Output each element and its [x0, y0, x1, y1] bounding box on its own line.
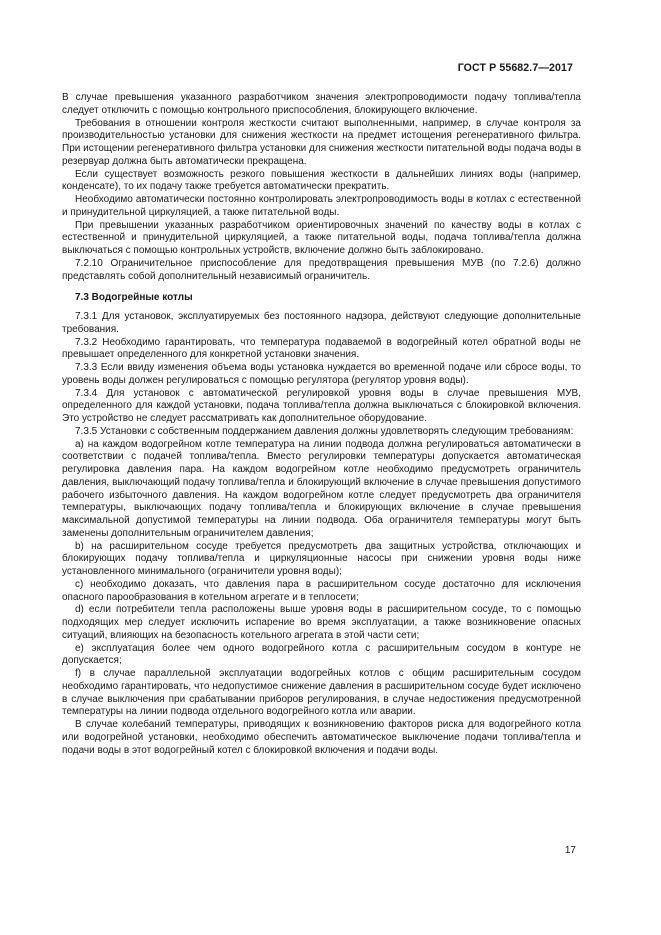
paragraph: 7.2.10 Ограничительное приспособление для предотвращения превышения МУВ (по 7.2.6) должно представлять собой дополнительный независимый ограничитель.: [62, 257, 581, 282]
list-item: f) в случае параллельной эксплуатации водогрейных котлов с общим расширительным сосудом необходимо гарантировать, что недопустимое снижение давления в расширительном сосуде будет исключено в случае выключения при срабатывании приборов регулирования, в случае недостижения предусмотренной температуры на линии подвода отдельного водогрейного котла или аварии.: [62, 668, 581, 718]
document-header: [458, 62, 573, 74]
paragraph: Если существует возможность резкого повышения жесткости в дальнейших линиях воды (например, конденсате), то их подачу также требуется автоматически прекратить.: [62, 168, 581, 193]
list-item: c) необходимо доказать, что давления пара в расширительном сосуде достаточно для исключения опасного парообразования в котельном агрегате и в теплосети;: [62, 578, 581, 603]
document-body: [62, 92, 581, 757]
list-item: d) если потребители тепла расположены выше уровня воды в расширительном сосуде, то с помощью подходящих мер следует исключить испарение во время эксплуатации, а также возникновение опасных ситуаций, влияющих на безопасность котельного агрегата в этой части сети;: [62, 604, 581, 641]
paragraph: 7.3.4 Для установок с автоматической регулировкой уровня воды в случае превышения МУВ, определенного для каждой установки, подача топлива/тепла должна выключаться с блокировкой включения. Это устройство не следует рассматривать как дополнительное оборудование.: [62, 387, 581, 424]
standard-code: ГОСТ Р 55682.7—2017: [457, 62, 573, 74]
list-item: b) на расширительном сосуде требуется предусмотреть два защитных устройства, отключающих и блокирующих подачу топлива/тепла и циркуляционные насосы при снижении уровня воды ниже установленного минимального (ограничители уровня воды);: [62, 540, 581, 577]
section-title: 7.3 Водогрейные котлы: [75, 292, 193, 304]
list-item: e) эксплуатация более чем одного водогрейного котла с расширительным сосудом в контуре не допускается;: [62, 642, 581, 667]
page-number: 17: [564, 845, 576, 856]
paragraph: В случае колебаний температуры, приводящих к возникновению факторов риска для водогрейного котла или водогрейной установки, необходимо обеспечить автоматическое выключение подачи топлива/тепла и подачи воды в этот водогрейный котел с блокировкой включения и подачи воды.: [62, 719, 581, 756]
paragraph: 7.3.2 Необходимо гарантировать, что температура подаваемой в водогрейный котел обратной воды не превышает определенного для конкретной установки значения.: [62, 336, 581, 361]
paragraph: При превышении указанных разработчиком ориентировочных значений по качеству воды в котлах с естественной и принудительной циркуляцией, а также питательной воды, подача топлива/тепла должна выключаться с помощью контрольных устройств, включение должно быть заблокировано.: [62, 219, 581, 256]
paragraph: 7.3.1 Для установок, эксплуатируемых без постоянного надзора, действуют следующие дополнительные требования.: [62, 311, 581, 335]
paragraph: Требования в отношении контроля жесткости считают выполненными, например, в случае контроля за производительностью установки для снижения жесткости на предмет истощения регенеративного фильтра. При истощении регенеративного фильтра установки для снижения жесткости питательной воды подача воды в резервуар должна быть автоматически прекращена.: [62, 117, 581, 167]
paragraph: В случае превышения указанного разработчиком значения электропроводимости подачу топлива/тепла следует отключить с помощью контрольного приспособления, блокирующего включение.: [62, 92, 581, 116]
paragraph: 7.3.3 Если ввиду изменения объема воды установка нуждается во временной подаче или сбросе воды, то уровень воды должен регулироваться с помощью регулятора (регулятор уровня воды).: [62, 362, 581, 386]
paragraph: Необходимо автоматически постоянно контролировать электропроводимость воды в котлах с естественной и принудительной циркуляцией, а также питательной воды.: [62, 194, 581, 218]
paragraph: 7.3.5 Установки с собственным поддержанием давления должны удовлетворять следующим требованиям:: [75, 425, 574, 437]
list-item: а) на каждом водогрейном котле температура на линии подвода должна регулироваться автоматически в соответствии с подачей топлива/тепла. Вместо регулировки температуры допускается автоматическая регулировка давления пара. На каждом водогрейном котле необходимо предусмотреть ограничитель давления, выключающий подачу топлива/тепла и блокирующий включение в случае превышения допустимого рабочего избыточного давления. На каждом водогрейном котле следует предусмотреть два ограничителя температуры, выключающих подачу топлива/тепла и блокирующих включение в случае превышения максимальной допустимой температуры на линии подвода. Оба ограничителя температуры могут быть заменены дополнительным ограничителем давления;: [62, 438, 581, 539]
